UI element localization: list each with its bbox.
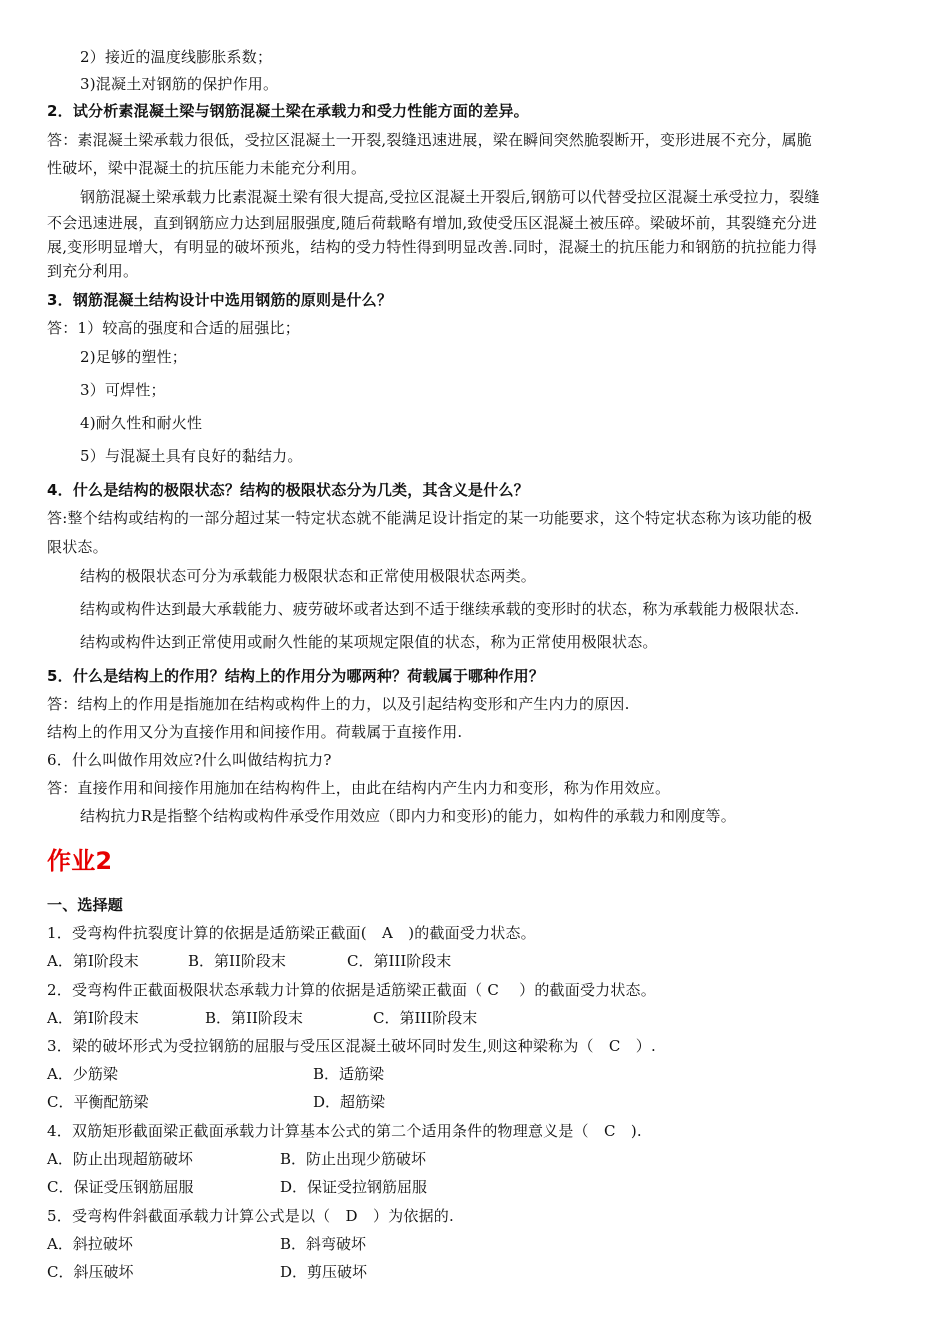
answer-line: 3）可焊性；: [80, 381, 166, 399]
question-title: 2．试分析素混凝土梁与钢筋混凝土梁在承载力和受力性能方面的差异。: [47, 102, 529, 120]
answer-line: 结构抗力R是指整个结构或构件承受作用效应（即内力和变形)的能力，如构件的承载力和刚度等。: [80, 807, 736, 825]
text-line: 2）接近的温度线膨胀系数；: [80, 48, 273, 66]
mc-option: A．第I阶段末: [47, 952, 139, 970]
mc-option: C．斜压破坏: [47, 1263, 134, 1281]
mc-option: C．第III阶段末: [373, 1009, 478, 1027]
question-title: 3．钢筋混凝土结构设计中选用钢筋的原则是什么？: [47, 291, 393, 309]
answer-line: 答：直接作用和间接作用施加在结构构件上，由此在结构内产生内力和变形，称为作用效应。: [47, 779, 671, 797]
answer-line: 结构或构件达到正常使用或耐久性能的某项规定限值的状态，称为正常使用极限状态。: [80, 633, 658, 651]
mc-option: C．保证受压钢筋屈服: [47, 1178, 194, 1196]
mc-option: C．第III阶段末: [347, 952, 452, 970]
mc-question: 2．受弯构件正截面极限状态承载力计算的依据是适筋梁正截面（ C ）的截面受力状态。: [47, 981, 656, 999]
mc-option: D．超筋梁: [313, 1093, 386, 1111]
mc-option: A．斜拉破坏: [47, 1235, 133, 1253]
mc-option: A．防止出现超筋破坏: [47, 1150, 193, 1168]
mc-option: B．适筋梁: [313, 1065, 385, 1083]
answer-line: 答：结构上的作用是指施加在结构或构件上的力，以及引起结构变形和产生内力的原因.: [47, 695, 630, 713]
answer-line: 性破坏，梁中混凝土的抗压能力未能充分利用。: [47, 159, 367, 177]
answer-line: 结构上的作用又分为直接作用和间接作用。荷载属于直接作用.: [47, 723, 463, 741]
mc-option: A．少筋梁: [47, 1065, 118, 1083]
answer-line: 答：素混凝土梁承载力很低，受拉区混凝土一开裂,裂缝迅速进展，梁在瞬间突然脆裂断开，变形进展不充分，属脆: [47, 131, 812, 149]
answer-line: 4)耐久性和耐火性: [80, 414, 203, 432]
assignment-heading: 作业2: [47, 847, 113, 875]
mc-question: 3．梁的破坏形式为受拉钢筋的屈服与受压区混凝土破坏同时发生,则这种梁称为（ C ）.: [47, 1037, 656, 1055]
mc-option: B．防止出现少筋破坏: [280, 1150, 427, 1168]
section-heading: 一、选择题: [47, 896, 124, 914]
question-title: 4．什么是结构的极限状态？结构的极限状态分为几类，其含义是什么？: [47, 481, 529, 499]
answer-line: 到充分利用。: [47, 262, 139, 280]
mc-option: D．剪压破坏: [280, 1263, 368, 1281]
answer-line: 2)足够的塑性；: [80, 348, 187, 366]
question-title: 5．什么是结构上的作用？结构上的作用分为哪两种？荷载属于哪种作用？: [47, 667, 545, 685]
answer-line: 答：1）较高的强度和合适的屈强比；: [47, 319, 300, 337]
answer-line: 展,变形明显增大，有明显的破坏预兆，结构的受力特性得到明显改善.同时，混凝土的抗压能力和钢筋的抗拉能力得: [47, 238, 817, 256]
mc-option: D．保证受拉钢筋屈服: [280, 1178, 428, 1196]
mc-question: 1．受弯构件抗裂度计算的依据是适筋梁正截面( A )的截面受力状态。: [47, 924, 536, 942]
answer-line: 答:整个结构或结构的一部分超过某一特定状态就不能满足设计指定的某一功能要求，这个特定状态称为该功能的极: [47, 509, 813, 527]
mc-option: B．第II阶段末: [188, 952, 286, 970]
mc-option: B．斜弯破坏: [280, 1235, 367, 1253]
answer-line: 结构或构件达到最大承载能力、疲劳破坏或者达到不适于继续承载的变形时的状态，称为承载能力极限状态.: [80, 600, 800, 618]
answer-line: 钢筋混凝土梁承载力比素混凝土梁有很大提高,受拉区混凝土开裂后,钢筋可以代替受拉区混凝土承受拉力，裂缝: [80, 188, 820, 206]
answer-line: 结构的极限状态可分为承载能力极限状态和正常使用极限状态两类。: [80, 567, 537, 585]
mc-option: B．第II阶段末: [205, 1009, 303, 1027]
answer-line: 5）与混凝土具有良好的黏结力。: [80, 447, 303, 465]
question-title: 6．什么叫做作用效应?什么叫做结构抗力?: [47, 751, 332, 769]
answer-line: 限状态。: [47, 538, 108, 556]
mc-option: C．平衡配筋梁: [47, 1093, 149, 1111]
mc-question: 4．双筋矩形截面梁正截面承载力计算基本公式的第二个适用条件的物理意义是（ C ).: [47, 1122, 642, 1140]
text-line: 3)混凝土对钢筋的保护作用。: [80, 75, 279, 93]
mc-question: 5．受弯构件斜截面承载力计算公式是以（ D ）为依据的.: [47, 1207, 454, 1225]
answer-line: 不会迅速进展，直到钢筋应力达到屈服强度,随后荷载略有增加,致使受压区混凝土被压碎。梁破坏前，其裂缝充分进: [47, 214, 817, 232]
mc-option: A．第I阶段末: [47, 1009, 139, 1027]
